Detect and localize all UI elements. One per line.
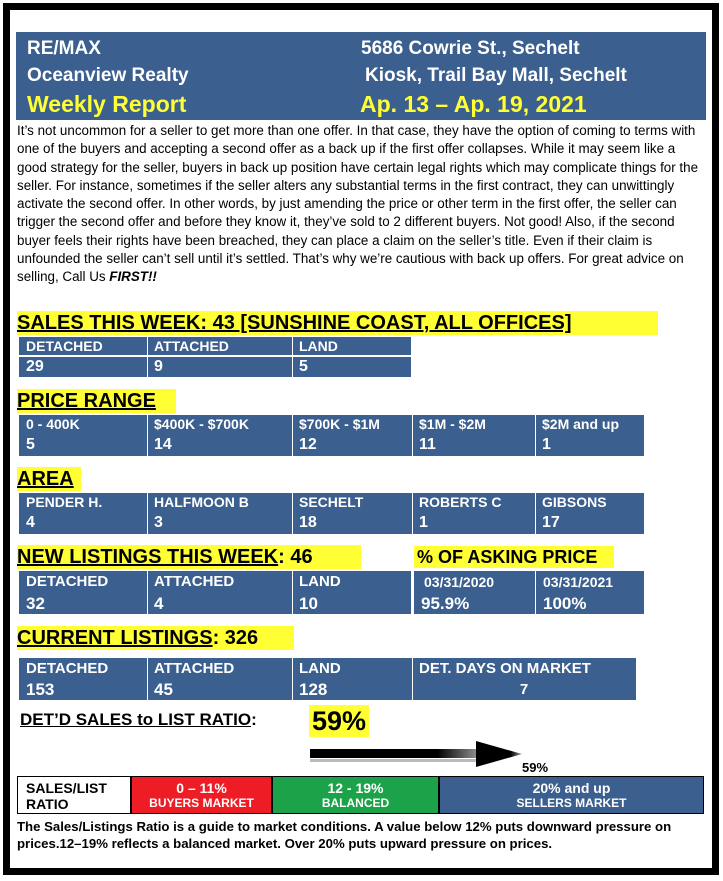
price-value-1: 14 bbox=[154, 436, 172, 453]
legend-balanced bbox=[272, 776, 439, 814]
current-header-land: LAND bbox=[299, 660, 341, 677]
legend-balanced-range: 12 - 19% bbox=[327, 780, 384, 796]
current-header-detached: DETACHED bbox=[26, 660, 109, 677]
price-divider bbox=[412, 415, 413, 456]
sales-header-detached: DETACHED bbox=[26, 338, 103, 354]
area-header-2: SECHELT bbox=[299, 494, 364, 510]
asking-header-2021: 03/31/2021 bbox=[543, 574, 614, 590]
area-header-0: PENDER H. bbox=[26, 494, 103, 510]
price-value-0: 5 bbox=[26, 436, 35, 453]
current-divider bbox=[147, 658, 148, 700]
new-listings-header-detached: DETACHED bbox=[26, 573, 109, 590]
price-range-heading bbox=[17, 389, 176, 413]
price-header-0: 0 - 400K bbox=[26, 416, 80, 432]
sales-list-ratio-label bbox=[20, 710, 257, 730]
price-header-4: $2M and up bbox=[542, 416, 620, 432]
new-listings-heading bbox=[17, 545, 361, 569]
new-listings-value-attached: 4 bbox=[154, 594, 164, 613]
legend-buyers-label: BUYERS MARKET bbox=[149, 796, 254, 810]
ratio-label-text: DET’D SALES to LIST RATIO bbox=[20, 710, 252, 729]
kiosk-address: Kiosk, Trail Bay Mall, Sechelt bbox=[365, 65, 627, 86]
price-header-2: $700K - $1M bbox=[299, 416, 380, 432]
current-value-days: 7 bbox=[519, 681, 529, 698]
legend-buyers-market bbox=[131, 776, 272, 814]
area-heading bbox=[17, 467, 81, 491]
new-listings-header-land: LAND bbox=[299, 573, 341, 590]
area-header-3: ROBERTS C bbox=[419, 494, 502, 510]
asking-value-2020: 95.9% bbox=[421, 594, 470, 613]
office-address: 5686 Cowrie St., Sechelt bbox=[361, 38, 580, 59]
price-divider bbox=[147, 415, 148, 456]
sales-value-detached: 29 bbox=[26, 358, 44, 375]
legend-sellers-market bbox=[439, 776, 704, 814]
current-header-days: DET. DAYS ON MARKET bbox=[419, 660, 591, 677]
area-header-1: HALFMOON B bbox=[154, 494, 249, 510]
office-name: Oceanview Realty bbox=[27, 65, 189, 86]
area-value-1: 3 bbox=[154, 514, 163, 531]
report-header bbox=[16, 32, 706, 120]
market-arrow-icon bbox=[308, 738, 528, 772]
new-listings-divider bbox=[147, 571, 148, 614]
sales-header-land: LAND bbox=[299, 338, 338, 354]
sales-value-attached: 9 bbox=[154, 358, 163, 375]
legend-label-line2: RATIO bbox=[26, 796, 69, 812]
area-value-3: 1 bbox=[419, 514, 428, 531]
legend-buyers-range: 0 – 11% bbox=[176, 780, 227, 796]
current-divider bbox=[292, 658, 293, 700]
sales-header-attached: ATTACHED bbox=[154, 338, 229, 354]
current-header-attached: ATTACHED bbox=[154, 660, 235, 677]
sales-list-ratio-value: 59% bbox=[309, 705, 369, 737]
legend-label-cell bbox=[17, 776, 131, 814]
sales-divider bbox=[147, 337, 148, 377]
price-header-3: $1M - $2M bbox=[419, 416, 486, 432]
new-listings-value-detached: 32 bbox=[26, 594, 45, 613]
asking-value-2021: 100% bbox=[543, 594, 587, 613]
price-value-4: 1 bbox=[542, 436, 551, 453]
area-header-4: GIBSONS bbox=[542, 494, 607, 510]
sales-value-land: 5 bbox=[299, 358, 308, 375]
asking-header-2020: 03/31/2020 bbox=[424, 574, 495, 590]
current-value-detached: 153 bbox=[26, 680, 55, 699]
current-listings-heading bbox=[17, 626, 294, 650]
price-range-heading-text: PRICE RANGE bbox=[17, 390, 156, 412]
intro-emphasis: FIRST!! bbox=[109, 269, 157, 285]
date-range: Ap. 13 – Ap. 19, 2021 bbox=[360, 91, 587, 117]
new-listings-heading-label: NEW LISTINGS THIS WEEK bbox=[17, 546, 279, 568]
asking-divider bbox=[535, 571, 536, 614]
area-divider bbox=[147, 493, 148, 534]
intro-paragraph bbox=[17, 122, 707, 287]
area-divider bbox=[535, 493, 536, 534]
asking-price-heading: % OF ASKING PRICE bbox=[414, 546, 614, 568]
area-divider bbox=[412, 493, 413, 534]
arrow-value-label: 59% bbox=[522, 760, 549, 775]
area-value-0: 4 bbox=[26, 514, 35, 531]
ratio-footnote: The Sales/Listings Ratio is a guide to market conditions. A value below 12% puts downward pressure on prices.12–19% reflects a balanced market. Over 20% puts upward pressure on prices. bbox=[17, 819, 672, 851]
new-listings-divider bbox=[292, 571, 293, 614]
legend-label-line1: SALES/LIST bbox=[26, 780, 107, 796]
legend-sellers-label: SELLERS MARKET bbox=[516, 796, 627, 810]
current-listings-heading-label: CURRENT LISTINGS bbox=[17, 627, 213, 649]
current-divider bbox=[412, 658, 413, 700]
legend-balanced-label: BALANCED bbox=[321, 796, 390, 810]
current-listings-heading-value: : 326 bbox=[212, 627, 259, 649]
report-title: Weekly Report bbox=[27, 91, 187, 117]
new-listings-heading-value: : 46 bbox=[278, 546, 313, 568]
area-value-2: 18 bbox=[299, 514, 317, 531]
brand-name: RE/MAX bbox=[27, 38, 101, 59]
sales-divider bbox=[292, 337, 293, 377]
legend-sellers-range: 20% and up bbox=[532, 780, 611, 796]
new-listings-value-land: 10 bbox=[299, 594, 318, 613]
sales-heading-text: SALES THIS WEEK: 43 [SUNSHINE COAST, ALL OFFICES] bbox=[17, 312, 572, 334]
area-value-4: 17 bbox=[542, 514, 560, 531]
price-divider bbox=[535, 415, 536, 456]
area-divider bbox=[292, 493, 293, 534]
price-divider bbox=[292, 415, 293, 456]
price-header-1: $400K - $700K bbox=[154, 416, 249, 432]
current-value-attached: 45 bbox=[154, 680, 173, 699]
area-heading-text: AREA bbox=[17, 468, 74, 490]
price-value-3: 11 bbox=[419, 436, 436, 453]
price-value-2: 12 bbox=[299, 436, 317, 453]
ratio-label-colon: : bbox=[251, 710, 257, 729]
sales-heading bbox=[17, 311, 658, 335]
current-value-land: 128 bbox=[299, 680, 328, 699]
new-listings-header-attached: ATTACHED bbox=[154, 573, 235, 590]
intro-text: It’s not uncommon for a seller to get more than one offer. In that case, they have the option of coming to terms with one of the buyers and accepting a second offer as a back up if the first offer collapses. While it may seem like a good strategy for the seller, buyers in back up position have certain legal rights which may complicate things for the seller. For instance, sometimes if the seller alters any substantial terms in the first contract, they can unwittingly activate the second offer. In other words, by just amending the price or other term in the first offer, the seller can trigger the second offer and before they know it, they’ve sold to 2 different buyers. Not good! Also, if the second buyer feels their rights have been breached, they can place a claim on the seller’s title. Even if their claim is unfounded the seller can’t sell until it’s settled. That’s why we’re cautious with back up offers. For great advice on selling, Call Us bbox=[17, 123, 699, 285]
